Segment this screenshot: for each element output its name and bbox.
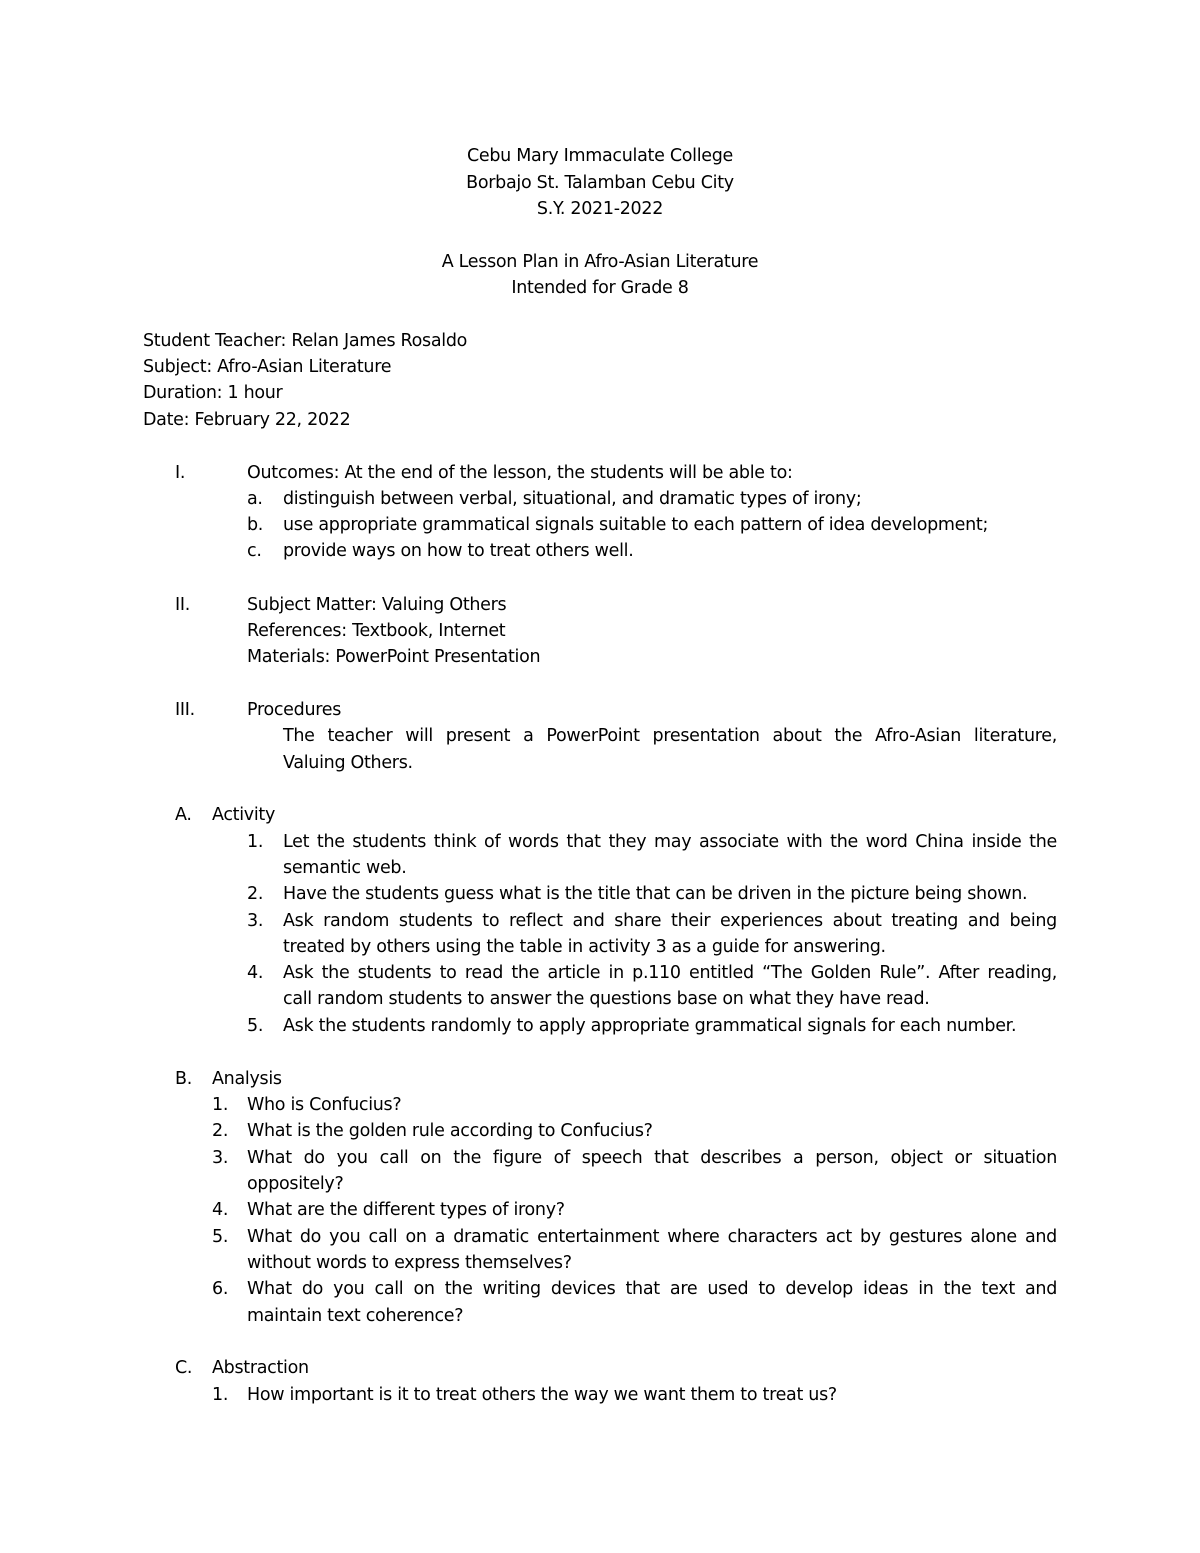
procedures-intro: The teacher will present a PowerPoint presentation about the Afro-Asian literature, xyxy=(283,726,1057,746)
list-item: call random students to answer the questions base on what they have read. xyxy=(283,989,930,1009)
list-item: What is the golden rule according to Confucius? xyxy=(247,1121,653,1141)
list-item: oppositely? xyxy=(247,1174,344,1194)
list-item: Have the students guess what is the title that can be driven in the picture being shown. xyxy=(283,884,1028,904)
lesson-plan-title: A Lesson Plan in Afro-Asian Literature xyxy=(441,252,759,272)
student-teacher: Student Teacher: Relan James Rosaldo xyxy=(143,331,468,351)
list-number: 3. xyxy=(212,1148,229,1168)
list-item: What do you call on a dramatic entertainment where characters act by gestures alone and xyxy=(247,1227,1057,1247)
list-number: 1. xyxy=(247,832,264,852)
list-item: Ask the students randomly to apply appropriate grammatical signals for each number. xyxy=(283,1016,1017,1036)
analysis-heading: Analysis xyxy=(212,1069,282,1089)
subsection-marker: A. xyxy=(175,805,192,825)
list-item: maintain text coherence? xyxy=(247,1306,464,1326)
list-number: 1. xyxy=(212,1095,229,1115)
outcomes-heading: Outcomes: At the end of the lesson, the students will be able to: xyxy=(247,463,793,483)
date: Date: February 22, 2022 xyxy=(143,410,351,430)
list-item: How important is it to treat others the way we want them to treat us? xyxy=(247,1385,837,1405)
intended-grade: Intended for Grade 8 xyxy=(511,278,689,298)
activity-heading: Activity xyxy=(212,805,276,825)
list-number: 3. xyxy=(247,911,264,931)
list-number: 6. xyxy=(212,1279,229,1299)
list-number: 2. xyxy=(247,884,264,904)
list-number: 4. xyxy=(212,1200,229,1220)
list-number: 1. xyxy=(212,1385,229,1405)
list-item: provide ways on how to treat others well. xyxy=(283,541,634,561)
list-item: without words to express themselves? xyxy=(247,1253,572,1273)
list-number: 2. xyxy=(212,1121,229,1141)
list-item: Who is Confucius? xyxy=(247,1095,402,1115)
section-number: III. xyxy=(175,700,195,720)
materials: Materials: PowerPoint Presentation xyxy=(247,647,541,667)
list-marker: c. xyxy=(247,541,262,561)
list-number: 5. xyxy=(212,1227,229,1247)
list-number: 4. xyxy=(247,963,264,983)
list-item: semantic web. xyxy=(283,858,407,878)
list-item: Let the students think of words that they may associate with the word China inside the xyxy=(283,832,1057,852)
list-item: treated by others using the table in activity 3 as a guide for answering. xyxy=(283,937,886,957)
procedures-heading: Procedures xyxy=(247,700,342,720)
list-item: use appropriate grammatical signals suitable to each pattern of idea development; xyxy=(283,515,989,535)
institution-address: Borbajo St. Talamban Cebu City xyxy=(466,173,734,193)
subject-matter: Subject Matter: Valuing Others xyxy=(247,595,507,615)
list-item: What do you call on the figure of speech that describes a person, object or situation xyxy=(247,1148,1057,1168)
procedures-intro: Valuing Others. xyxy=(283,753,413,773)
subsection-marker: B. xyxy=(175,1069,192,1089)
duration: Duration: 1 hour xyxy=(143,383,283,403)
section-number: II. xyxy=(175,595,190,615)
list-item: What do you call on the writing devices that are used to develop ideas in the text and xyxy=(247,1279,1057,1299)
list-number: 5. xyxy=(247,1016,264,1036)
subject: Subject: Afro-Asian Literature xyxy=(143,357,392,377)
list-item: distinguish between verbal, situational, and dramatic types of irony; xyxy=(283,489,862,509)
list-marker: a. xyxy=(247,489,263,509)
list-item: What are the different types of irony? xyxy=(247,1200,565,1220)
section-number: I. xyxy=(175,463,186,483)
list-item: Ask random students to reflect and share their experiences about treating and being xyxy=(283,911,1057,931)
references: References: Textbook, Internet xyxy=(247,621,506,641)
list-marker: b. xyxy=(247,515,264,535)
institution-name: Cebu Mary Immaculate College xyxy=(466,146,734,166)
subsection-marker: C. xyxy=(175,1358,193,1378)
abstraction-heading: Abstraction xyxy=(212,1358,309,1378)
school-year: S.Y. 2021-2022 xyxy=(536,199,664,219)
list-item: Ask the students to read the article in p.110 entitled “The Golden Rule”. After reading, xyxy=(283,963,1057,983)
